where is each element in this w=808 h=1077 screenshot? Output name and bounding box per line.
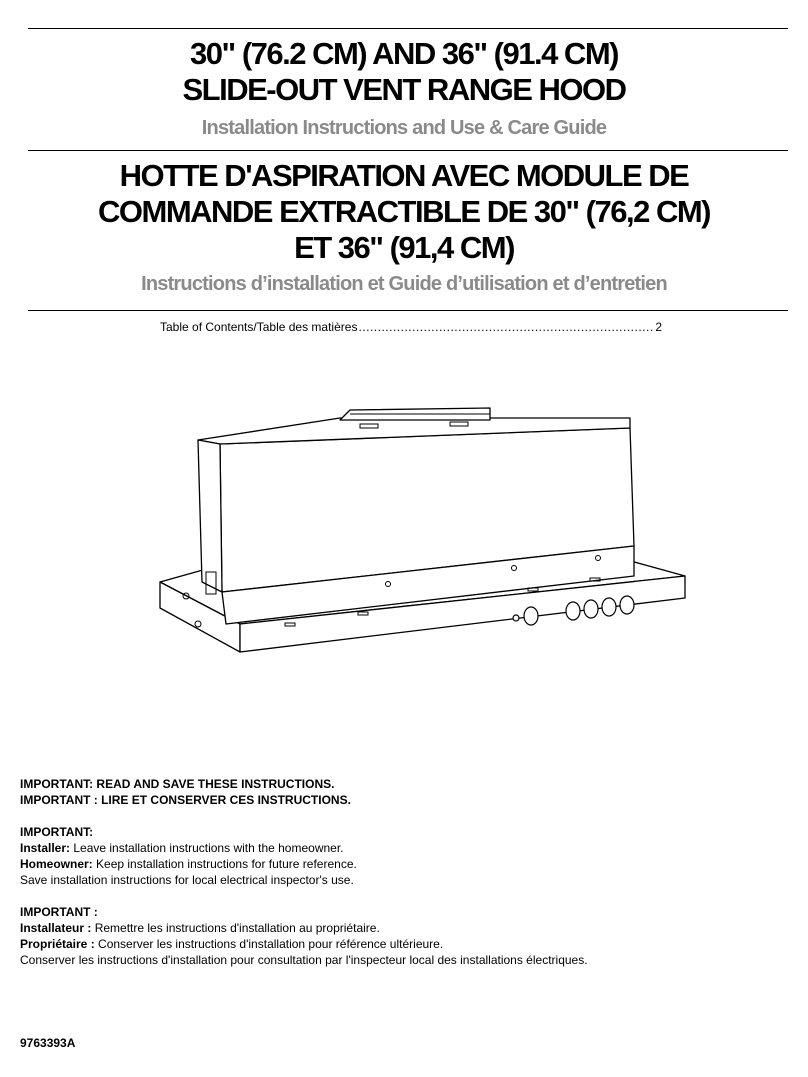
installer-fr-text: Remettre les instructions d'installation au propriétaire. xyxy=(91,921,380,935)
important-en-block xyxy=(20,824,357,888)
title-fr-line3: ET 36" (91,4 CM) xyxy=(294,230,514,265)
homeowner-fr-text: Conserver les instructions d'installation pour référence ultérieure. xyxy=(94,937,444,951)
homeowner-fr-line xyxy=(20,936,588,952)
homeowner-en-line xyxy=(20,856,357,872)
homeowner-fr-label: Propriétaire : xyxy=(20,937,95,951)
title-en-line1: 30" (76.2 CM) AND 36" (91.4 CM) xyxy=(190,36,618,71)
installer-en-label: Installer: xyxy=(20,841,71,855)
title-fr-line1: HOTTE D'ASPIRATION AVEC MODULE DE xyxy=(119,158,689,193)
part-number: 9763393A xyxy=(20,1036,76,1050)
homeowner-en-label: Homeowner: xyxy=(20,857,93,871)
installer-en-line xyxy=(20,840,357,856)
installer-fr-line xyxy=(20,920,588,936)
important-save-fr: IMPORTANT : LIRE ET CONSERVER CES INSTRUCTIONS. xyxy=(20,793,351,807)
inspector-en-line: Save installation instructions for local electrical inspector's use. xyxy=(20,873,354,887)
subtitle-en: Installation Instructions and Use & Care Guide xyxy=(201,117,607,139)
title-en-line2: SLIDE-OUT VENT RANGE HOOD xyxy=(182,72,626,107)
toc-leader-dots xyxy=(358,320,654,334)
important-save-en: IMPORTANT: READ AND SAVE THESE INSTRUCTIONS. xyxy=(20,777,335,791)
important-en-heading: IMPORTANT: xyxy=(20,825,94,839)
toc-page-number: 2 xyxy=(655,320,662,334)
installer-en-text: Leave installation instructions with the homeowner. xyxy=(70,841,344,855)
homeowner-en-text: Keep installation instructions for future reference. xyxy=(92,857,357,871)
installer-fr-label: Installateur : xyxy=(20,921,92,935)
toc-label: Table of Contents/Table des matières xyxy=(160,320,358,334)
top-rule xyxy=(28,28,788,29)
table-of-contents-entry[interactable] xyxy=(160,320,662,334)
subtitle-fr: Instructions d’installation et Guide d’utilisation et d’entretien xyxy=(141,273,667,295)
middle-rule xyxy=(28,150,788,151)
title-fr-line2: COMMANDE EXTRACTIBLE DE 30" (76,2 CM) xyxy=(98,194,710,229)
important-save-block xyxy=(20,776,351,808)
inspector-fr-line: Conserver les instructions d'installation pour consultation par l'inspecteur local des installations électriques. xyxy=(20,953,588,967)
important-fr-heading: IMPORTANT : xyxy=(20,905,98,919)
lower-rule xyxy=(28,310,788,311)
range-hood-illustration xyxy=(150,400,690,710)
important-fr-block xyxy=(20,904,588,968)
